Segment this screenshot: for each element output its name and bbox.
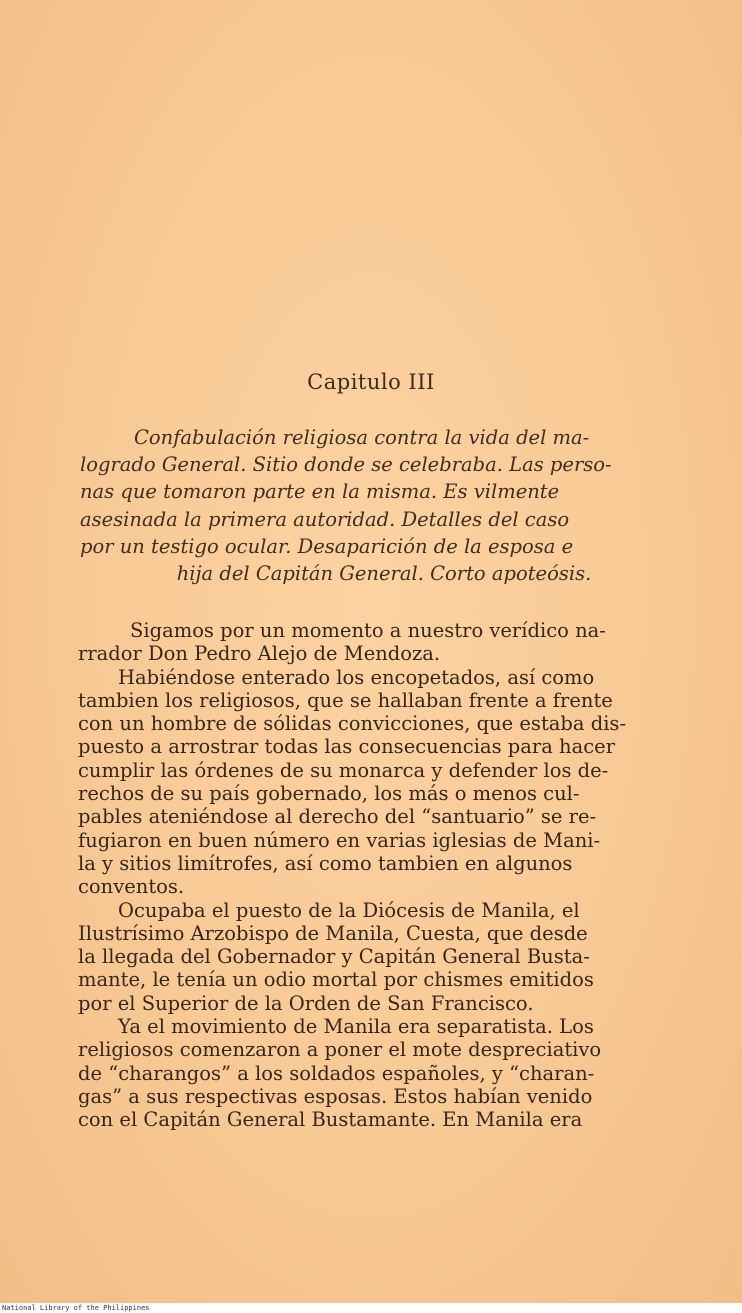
summary-line: nas que tomaron parte en la misma. Es vilmente [80, 480, 560, 504]
body-line: la llegada del Gobernador y Capitán General Busta- [78, 945, 590, 969]
body-line: la y sitios limítrofes, así como tambien en algunos [78, 851, 573, 875]
chapter-body [78, 619, 662, 1132]
body-line: gas” a sus respectivas esposas. Estos habían venido [78, 1084, 593, 1108]
body-line: Ya el movimiento de Manila era separatista. Los [118, 1015, 594, 1039]
body-line: religiosos comenzaron a poner el mote despreciativo [78, 1038, 602, 1062]
summary-line: logrado General. Sitio donde se celebraba. Las perso- [80, 453, 612, 477]
body-line: mante, le tenía un odio mortal por chismes emitidos [78, 968, 594, 992]
body-line: rechos de su país gobernado, los más o menos cul- [78, 782, 580, 806]
body-line: por el Superior de la Orden de San Francisco. [78, 991, 534, 1015]
body-line: rrador Don Pedro Alejo de Mendoza. [78, 642, 441, 666]
body-line: Sigamos por un momento a nuestro verídico na- [130, 619, 606, 642]
body-line: con el Capitán General Bustamante. En Manila era [78, 1108, 583, 1132]
summary-line: Confabulación religiosa contra la vida del ma- [134, 426, 590, 449]
chapter-summary [80, 424, 668, 587]
body-line: conventos. [78, 875, 185, 899]
body-line: de “charangos” a los soldados españoles, y “charan- [78, 1061, 595, 1085]
library-credit: National Library of the Philippines [0, 1303, 742, 1313]
body-line: Ilustrísimo Arzobispo de Manila, Cuesta, que desde [78, 921, 588, 945]
body-line: cumplir las órdenes de su monarca y defender los de- [78, 758, 609, 782]
body-line: fugiaron en buen número en varias iglesias de Mani- [78, 828, 601, 852]
body-line: Habiéndose enterado los encopetados, así como [118, 665, 595, 689]
body-line: puesto a arrostrar todas las consecuencias para hacer [78, 735, 616, 759]
chapter-title: Capitulo III [307, 370, 435, 394]
summary-line: hija del Capitán General. Corto apoteósis. [176, 562, 592, 586]
body-line: pables ateniéndose al derecho del “santuario” se re- [78, 805, 597, 829]
body-line: Ocupaba el puesto de la Diócesis de Manila, el [118, 898, 580, 922]
body-line: con un hombre de sólidas convicciones, que estaba dis- [78, 712, 627, 736]
body-line: tambien los religiosos, que se hallaban frente a frente [78, 688, 613, 712]
summary-line: por un testigo ocular. Desaparición de la esposa e [80, 534, 574, 558]
summary-line: asesinada la primera autoridad. Detalles del caso [80, 507, 570, 531]
